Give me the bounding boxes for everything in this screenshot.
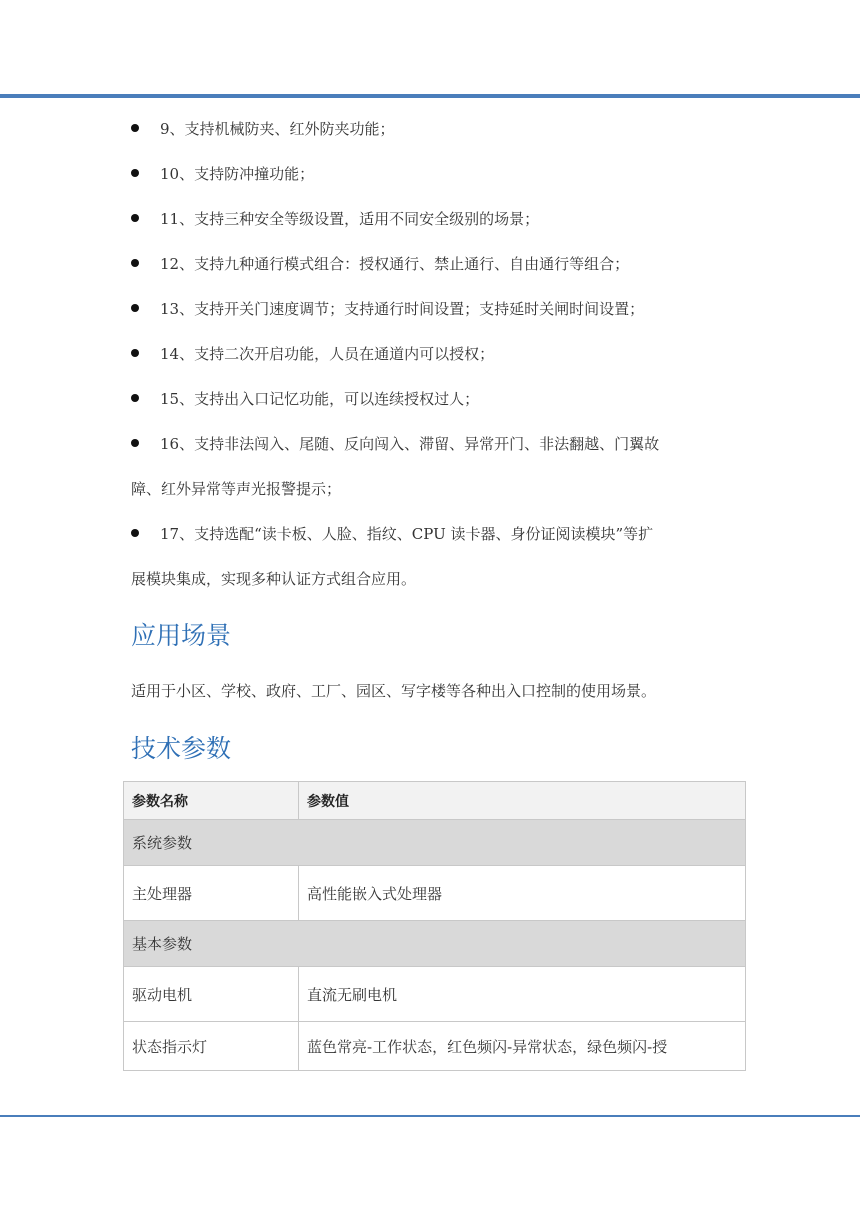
bullet-icon xyxy=(131,394,139,402)
list-item-text: 10、支持防冲撞功能； xyxy=(160,165,315,183)
param-value: 蓝色常亮-工作状态，红色频闪-异常状态，绿色频闪-授 xyxy=(299,1022,746,1071)
param-name: 状态指示灯 xyxy=(124,1022,299,1071)
list-item xyxy=(131,299,644,319)
parameter-table xyxy=(123,781,746,1071)
group-label: 系统参数 xyxy=(124,820,746,866)
param-name: 驱动电机 xyxy=(124,967,299,1022)
list-item xyxy=(131,524,653,544)
param-value: 直流无刷电机 xyxy=(299,967,746,1022)
bullet-icon xyxy=(131,214,139,222)
footer-rule xyxy=(0,1115,860,1117)
application-text: 适用于小区、学校、政府、工厂、园区、写字楼等各种出入口控制的使用场景。 xyxy=(131,682,657,700)
bullet-icon xyxy=(131,304,139,312)
list-item-text: 14、支持二次开启功能，人员在通道内可以授权； xyxy=(160,345,495,363)
list-item-text: 15、支持出入口记忆功能，可以连续授权过人； xyxy=(160,390,480,408)
list-item xyxy=(131,344,494,364)
list-item xyxy=(131,389,479,409)
table-group-row xyxy=(124,921,746,967)
param-value: 高性能嵌入式处理器 xyxy=(299,866,746,921)
list-item-text: 11、支持三种安全等级设置，适用不同安全级别的场景； xyxy=(160,210,540,228)
list-item-text: 9、支持机械防夹、红外防夹功能； xyxy=(160,120,395,138)
group-label: 基本参数 xyxy=(124,921,746,967)
list-item-text: 16、支持非法闯入、尾随、反向闯入、滞留、异常开门、非法翻越、门翼故 xyxy=(160,435,660,453)
table-header-row xyxy=(124,782,746,820)
tech-heading: 技术参数 xyxy=(131,734,232,763)
list-item-text: 12、支持九种通行模式组合：授权通行、禁止通行、自由通行等组合； xyxy=(160,255,630,273)
table-row xyxy=(124,866,746,921)
list-item xyxy=(131,164,314,184)
list-item xyxy=(131,209,539,229)
list-item-continuation: 展模块集成，实现多种认证方式组合应用。 xyxy=(131,570,417,588)
list-item xyxy=(131,119,395,139)
list-item-text: 17、支持选配“读卡板、人脸、指纹、CPU 读卡器、身份证阅读模块”等扩 xyxy=(160,525,654,543)
bullet-icon xyxy=(131,529,139,537)
list-item xyxy=(131,434,659,454)
application-heading: 应用场景 xyxy=(131,621,232,650)
table-row xyxy=(124,967,746,1022)
list-item-continuation: 障、红外异常等声光报警提示； xyxy=(131,480,342,498)
header-rule xyxy=(0,94,860,98)
table-group-row xyxy=(124,820,746,866)
bullet-icon xyxy=(131,169,139,177)
bullet-icon xyxy=(131,439,139,447)
column-header-name: 参数名称 xyxy=(124,782,299,820)
list-item-text: 13、支持开关门速度调节；支持通行时间设置；支持延时关闸时间设置； xyxy=(160,300,645,318)
bullet-icon xyxy=(131,259,139,267)
column-header-value: 参数值 xyxy=(299,782,746,820)
bullet-icon xyxy=(131,349,139,357)
bullet-icon xyxy=(131,124,139,132)
list-item xyxy=(131,254,629,274)
param-name: 主处理器 xyxy=(124,866,299,921)
table-row xyxy=(124,1022,746,1071)
